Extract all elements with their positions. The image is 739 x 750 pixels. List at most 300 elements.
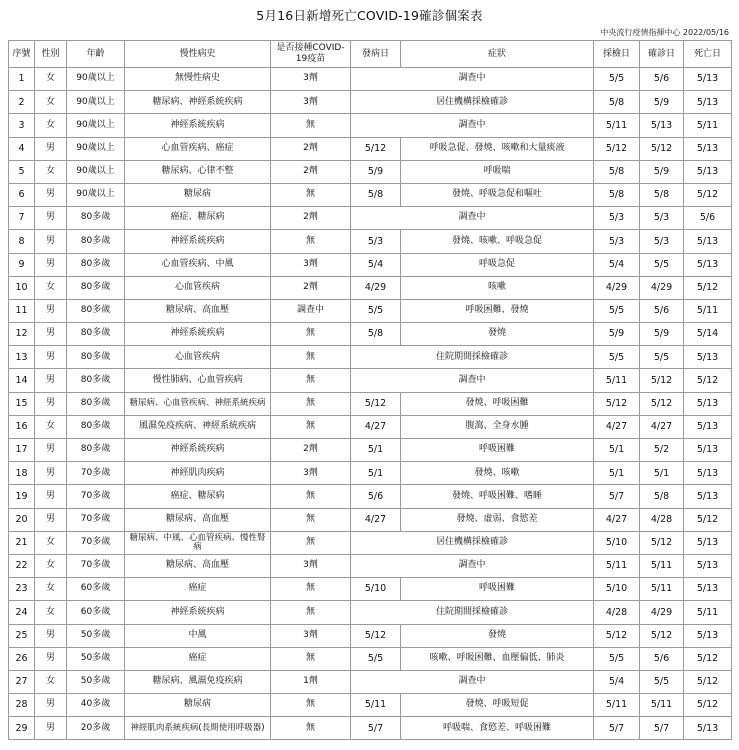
cell-vaccine: 無 [271, 369, 351, 392]
cell-age: 40多歲 [67, 694, 125, 717]
cell-age: 80多歲 [67, 439, 125, 462]
cell-sex: 男 [35, 137, 67, 160]
cell-symptoms: 咳嗽 [401, 276, 594, 299]
cell-death: 5/13 [684, 160, 732, 183]
table-row [9, 68, 732, 91]
table-row [9, 299, 732, 322]
cell-confirm: 5/13 [640, 114, 684, 137]
cell-confirm: 5/2 [640, 439, 684, 462]
cell-no: 13 [9, 346, 35, 369]
cell-onset: 5/9 [351, 160, 401, 183]
table-row [9, 369, 732, 392]
cell-death: 5/11 [684, 114, 732, 137]
cell-chronic: 神經肌肉系統疾病(長期使用呼吸器) [125, 717, 271, 740]
cell-no: 18 [9, 462, 35, 485]
cell-sex: 男 [35, 392, 67, 415]
cell-confirm: 5/5 [640, 346, 684, 369]
case-table [8, 40, 732, 740]
cell-sex: 男 [35, 323, 67, 346]
cell-confirm: 5/11 [640, 694, 684, 717]
cell-no: 11 [9, 299, 35, 322]
cell-confirm: 4/29 [640, 601, 684, 624]
cell-symptoms: 腹瀉、全身水腫 [401, 415, 594, 438]
table-row [9, 624, 732, 647]
cell-chronic: 糖尿病、心律不整 [125, 160, 271, 183]
cell-age: 90歲以上 [67, 137, 125, 160]
cell-confirm: 4/27 [640, 415, 684, 438]
cell-chronic: 心血管疾病 [125, 346, 271, 369]
cell-no: 14 [9, 369, 35, 392]
cell-vaccine: 調查中 [271, 299, 351, 322]
cell-death: 5/14 [684, 323, 732, 346]
cell-vaccine: 無 [271, 114, 351, 137]
cell-chronic: 糖尿病、神經系統疾病 [125, 91, 271, 114]
cell-no: 28 [9, 694, 35, 717]
cell-vaccine: 3劑 [271, 91, 351, 114]
cell-vaccine: 無 [271, 392, 351, 415]
cell-death: 5/12 [684, 647, 732, 670]
cell-no: 9 [9, 253, 35, 276]
cell-test: 5/5 [594, 299, 640, 322]
cell-onset: 5/12 [351, 392, 401, 415]
cell-confirm: 5/3 [640, 230, 684, 253]
cell-no: 21 [9, 531, 35, 554]
cell-sex: 男 [35, 207, 67, 230]
table-row [9, 323, 732, 346]
cell-age: 80多歲 [67, 276, 125, 299]
cell-confirm: 5/12 [640, 369, 684, 392]
cell-death: 5/12 [684, 694, 732, 717]
cell-no: 27 [9, 670, 35, 693]
cell-onset: 5/4 [351, 253, 401, 276]
cell-age: 80多歲 [67, 346, 125, 369]
cell-symptoms: 住院期間採檢確診 [351, 601, 594, 624]
cell-no: 26 [9, 647, 35, 670]
cell-confirm: 5/7 [640, 717, 684, 740]
cell-confirm: 4/28 [640, 508, 684, 531]
cell-no: 4 [9, 137, 35, 160]
cell-symptoms: 發燒 [401, 323, 594, 346]
cell-age: 70多歲 [67, 508, 125, 531]
cell-chronic: 糖尿病 [125, 183, 271, 206]
header-age: 年齡 [67, 41, 125, 68]
cell-symptoms: 發燒、咳嗽 [401, 462, 594, 485]
cell-death: 5/11 [684, 299, 732, 322]
cell-no: 16 [9, 415, 35, 438]
cell-confirm: 5/3 [640, 207, 684, 230]
cell-sex: 女 [35, 415, 67, 438]
cell-onset: 5/12 [351, 137, 401, 160]
cell-test: 5/10 [594, 578, 640, 601]
cell-death: 5/13 [684, 68, 732, 91]
cell-confirm: 5/6 [640, 647, 684, 670]
cell-no: 7 [9, 207, 35, 230]
cell-chronic: 風濕免疫疾病、神經系統疾病 [125, 415, 271, 438]
cell-confirm: 5/1 [640, 462, 684, 485]
header-vaccine: 是否接種COVID-19疫苗 [271, 41, 351, 68]
cell-no: 1 [9, 68, 35, 91]
cell-vaccine: 1劑 [271, 670, 351, 693]
cell-confirm: 5/11 [640, 554, 684, 577]
cell-no: 8 [9, 230, 35, 253]
cell-test: 4/27 [594, 415, 640, 438]
cell-no: 19 [9, 485, 35, 508]
cell-age: 50多歲 [67, 624, 125, 647]
cell-death: 5/13 [684, 346, 732, 369]
cell-death: 5/13 [684, 392, 732, 415]
cell-symptoms: 發燒、呼吸短促 [401, 694, 594, 717]
cell-death: 5/13 [684, 462, 732, 485]
cell-symptoms: 居住機構採檢確診 [351, 91, 594, 114]
cell-chronic: 神經肌肉疾病 [125, 462, 271, 485]
cell-death: 5/13 [684, 485, 732, 508]
cell-vaccine: 無 [271, 647, 351, 670]
cell-age: 80多歲 [67, 253, 125, 276]
cell-test: 5/11 [594, 554, 640, 577]
cell-sex: 女 [35, 91, 67, 114]
cell-onset: 5/5 [351, 647, 401, 670]
header-symptoms: 症狀 [401, 41, 594, 68]
cell-chronic: 糖尿病、高血壓 [125, 508, 271, 531]
cell-no: 6 [9, 183, 35, 206]
cell-age: 80多歲 [67, 392, 125, 415]
cell-test: 5/9 [594, 323, 640, 346]
cell-sex: 女 [35, 114, 67, 137]
cell-test: 4/27 [594, 508, 640, 531]
cell-death: 5/13 [684, 624, 732, 647]
cell-symptoms: 發燒、虛弱、食慾差 [401, 508, 594, 531]
table-row [9, 554, 732, 577]
cell-chronic: 糖尿病、高血壓 [125, 554, 271, 577]
cell-age: 60多歲 [67, 601, 125, 624]
cell-death: 5/12 [684, 183, 732, 206]
cell-chronic: 糖尿病、心血管疾病、神經系統疾病 [125, 392, 271, 415]
table-row [9, 601, 732, 624]
cell-age: 70多歲 [67, 462, 125, 485]
cell-test: 5/12 [594, 137, 640, 160]
cell-sex: 男 [35, 694, 67, 717]
cell-symptoms: 發燒、咳嗽、呼吸急促 [401, 230, 594, 253]
table-row [9, 578, 732, 601]
cell-age: 80多歲 [67, 369, 125, 392]
cell-test: 4/28 [594, 601, 640, 624]
cell-death: 5/13 [684, 531, 732, 554]
cell-symptoms: 居住機構採檢確診 [351, 531, 594, 554]
cell-sex: 女 [35, 670, 67, 693]
cell-no: 20 [9, 508, 35, 531]
cell-death: 5/6 [684, 207, 732, 230]
header-sex: 性別 [35, 41, 67, 68]
cell-confirm: 5/12 [640, 531, 684, 554]
cell-death: 5/13 [684, 578, 732, 601]
cell-symptoms: 咳嗽、呼吸困難、血壓偏低、肺炎 [401, 647, 594, 670]
cell-symptoms: 發燒、呼吸困難、嗜睡 [401, 485, 594, 508]
cell-onset: 5/6 [351, 485, 401, 508]
table-row [9, 137, 732, 160]
cell-age: 50多歲 [67, 647, 125, 670]
cell-no: 25 [9, 624, 35, 647]
page-title: 5月16日新增死亡COVID-19確診個案表 [256, 8, 483, 23]
cell-symptoms: 發燒、呼吸急促和嘔吐 [401, 183, 594, 206]
cell-symptoms: 調查中 [351, 68, 594, 91]
cell-test: 5/5 [594, 346, 640, 369]
cell-age: 90歲以上 [67, 114, 125, 137]
cell-chronic: 糖尿病 [125, 694, 271, 717]
cell-chronic: 神經系統疾病 [125, 439, 271, 462]
cell-death: 5/12 [684, 508, 732, 531]
source-note: 中央流行疫情指揮中心 2022/05/16 [600, 28, 729, 37]
cell-vaccine: 3劑 [271, 624, 351, 647]
cell-no: 10 [9, 276, 35, 299]
cell-symptoms: 調查中 [351, 554, 594, 577]
cell-test: 5/5 [594, 647, 640, 670]
cell-test: 5/3 [594, 230, 640, 253]
cell-test: 5/10 [594, 531, 640, 554]
cell-age: 90歲以上 [67, 68, 125, 91]
cell-vaccine: 無 [271, 694, 351, 717]
header-no: 序號 [9, 41, 35, 68]
cell-confirm: 5/8 [640, 485, 684, 508]
cell-test: 5/5 [594, 68, 640, 91]
table-row [9, 183, 732, 206]
cell-no: 2 [9, 91, 35, 114]
cell-onset: 5/10 [351, 578, 401, 601]
cell-age: 70多歲 [67, 554, 125, 577]
cell-onset: 4/27 [351, 415, 401, 438]
cell-vaccine: 2劑 [271, 276, 351, 299]
cell-age: 80多歲 [67, 230, 125, 253]
cell-confirm: 5/12 [640, 137, 684, 160]
cell-symptoms: 發燒 [401, 624, 594, 647]
cell-age: 90歲以上 [67, 183, 125, 206]
cell-test: 5/11 [594, 694, 640, 717]
cell-test: 5/11 [594, 369, 640, 392]
cell-no: 3 [9, 114, 35, 137]
cell-chronic: 糖尿病、高血壓 [125, 299, 271, 322]
cell-chronic: 糖尿病、風濕免疫疾病 [125, 670, 271, 693]
cell-death: 5/13 [684, 230, 732, 253]
cell-age: 90歲以上 [67, 160, 125, 183]
cell-death: 5/13 [684, 439, 732, 462]
cell-symptoms: 調查中 [351, 207, 594, 230]
cell-chronic: 神經系統疾病 [125, 323, 271, 346]
cell-chronic: 癌症、糖尿病 [125, 485, 271, 508]
cell-test: 4/29 [594, 276, 640, 299]
cell-age: 80多歲 [67, 299, 125, 322]
table-row [9, 207, 732, 230]
cell-death: 5/12 [684, 369, 732, 392]
cell-sex: 女 [35, 531, 67, 554]
cell-onset: 5/5 [351, 299, 401, 322]
table-row [9, 670, 732, 693]
cell-sex: 男 [35, 508, 67, 531]
cell-age: 80多歲 [67, 207, 125, 230]
cell-symptoms: 調查中 [351, 114, 594, 137]
cell-onset: 5/8 [351, 183, 401, 206]
table-row [9, 694, 732, 717]
cell-confirm: 5/6 [640, 299, 684, 322]
cell-sex: 男 [35, 346, 67, 369]
cell-test: 5/4 [594, 670, 640, 693]
cell-sex: 男 [35, 230, 67, 253]
cell-age: 50多歲 [67, 670, 125, 693]
cell-chronic: 心血管疾病 [125, 276, 271, 299]
table-row [9, 485, 732, 508]
cell-test: 5/1 [594, 462, 640, 485]
cell-death: 5/13 [684, 137, 732, 160]
cell-sex: 男 [35, 439, 67, 462]
cell-vaccine: 3劑 [271, 253, 351, 276]
cell-confirm: 5/8 [640, 183, 684, 206]
cell-symptoms: 住院期間採檢確診 [351, 346, 594, 369]
cell-confirm: 5/9 [640, 160, 684, 183]
table-row [9, 647, 732, 670]
cell-death: 5/13 [684, 91, 732, 114]
table-row [9, 531, 732, 554]
table-row [9, 508, 732, 531]
cell-sex: 女 [35, 554, 67, 577]
cell-no: 12 [9, 323, 35, 346]
cell-age: 70多歲 [67, 485, 125, 508]
cell-symptoms: 發燒、呼吸困難 [401, 392, 594, 415]
cell-chronic: 神經系統疾病 [125, 114, 271, 137]
cell-confirm: 5/11 [640, 578, 684, 601]
cell-vaccine: 2劑 [271, 137, 351, 160]
cell-chronic: 糖尿病、中風、心血管疾病、慢性腎病 [125, 531, 271, 554]
cell-no: 17 [9, 439, 35, 462]
cell-vaccine: 無 [271, 531, 351, 554]
cell-age: 90歲以上 [67, 91, 125, 114]
cell-chronic: 癌症、糖尿病 [125, 207, 271, 230]
table-row [9, 114, 732, 137]
cell-onset: 5/8 [351, 323, 401, 346]
cell-vaccine: 無 [271, 578, 351, 601]
header-onset: 發病日 [351, 41, 401, 68]
cell-confirm: 4/29 [640, 276, 684, 299]
cell-sex: 男 [35, 299, 67, 322]
cell-death: 5/13 [684, 415, 732, 438]
cell-symptoms: 調查中 [351, 369, 594, 392]
header-confirm: 確診日 [640, 41, 684, 68]
cell-sex: 男 [35, 624, 67, 647]
cell-chronic: 中風 [125, 624, 271, 647]
cell-symptoms: 呼吸喘、食慾差、呼吸困難 [401, 717, 594, 740]
cell-vaccine: 無 [271, 230, 351, 253]
cell-onset: 5/1 [351, 439, 401, 462]
cell-test: 5/4 [594, 253, 640, 276]
header-chronic: 慢性病史 [125, 41, 271, 68]
cell-sex: 男 [35, 369, 67, 392]
cell-test: 5/7 [594, 717, 640, 740]
table-row [9, 276, 732, 299]
cell-age: 70多歲 [67, 531, 125, 554]
table-row [9, 91, 732, 114]
cell-vaccine: 無 [271, 323, 351, 346]
cell-death: 5/11 [684, 601, 732, 624]
cell-test: 5/12 [594, 624, 640, 647]
cell-vaccine: 無 [271, 183, 351, 206]
cell-chronic: 無慢性病史 [125, 68, 271, 91]
cell-death: 5/12 [684, 276, 732, 299]
cell-confirm: 5/9 [640, 323, 684, 346]
cell-onset: 5/12 [351, 624, 401, 647]
cell-no: 22 [9, 554, 35, 577]
cell-death: 5/13 [684, 554, 732, 577]
cell-symptoms: 呼吸困難、發燒 [401, 299, 594, 322]
cell-test: 5/12 [594, 392, 640, 415]
cell-onset: 5/3 [351, 230, 401, 253]
cell-sex: 女 [35, 276, 67, 299]
table-row [9, 439, 732, 462]
cell-symptoms: 調查中 [351, 670, 594, 693]
cell-chronic: 心血管疾病、中風 [125, 253, 271, 276]
cell-vaccine: 無 [271, 485, 351, 508]
table-body [9, 68, 732, 740]
cell-confirm: 5/6 [640, 68, 684, 91]
cell-test: 5/1 [594, 439, 640, 462]
cell-death: 5/13 [684, 253, 732, 276]
cell-age: 80多歲 [67, 415, 125, 438]
cell-test: 5/7 [594, 485, 640, 508]
header-death: 死亡日 [684, 41, 732, 68]
cell-sex: 女 [35, 160, 67, 183]
cell-confirm: 5/5 [640, 670, 684, 693]
cell-test: 5/8 [594, 160, 640, 183]
cell-no: 24 [9, 601, 35, 624]
cell-onset: 4/29 [351, 276, 401, 299]
cell-onset: 4/27 [351, 508, 401, 531]
table-row [9, 230, 732, 253]
table-row [9, 392, 732, 415]
cell-confirm: 5/12 [640, 392, 684, 415]
cell-sex: 男 [35, 485, 67, 508]
cell-symptoms: 呼吸困難 [401, 439, 594, 462]
cell-confirm: 5/9 [640, 91, 684, 114]
cell-sex: 女 [35, 601, 67, 624]
cell-test: 5/8 [594, 183, 640, 206]
table-header-row [9, 41, 732, 68]
cell-chronic: 癌症 [125, 578, 271, 601]
cell-vaccine: 2劑 [271, 160, 351, 183]
cell-no: 23 [9, 578, 35, 601]
cell-vaccine: 無 [271, 508, 351, 531]
cell-no: 15 [9, 392, 35, 415]
header-test: 採檢日 [594, 41, 640, 68]
cell-vaccine: 2劑 [271, 207, 351, 230]
cell-sex: 男 [35, 462, 67, 485]
table-row [9, 462, 732, 485]
cell-chronic: 癌症 [125, 647, 271, 670]
cell-confirm: 5/5 [640, 253, 684, 276]
cell-no: 5 [9, 160, 35, 183]
cell-age: 60多歲 [67, 578, 125, 601]
cell-sex: 女 [35, 68, 67, 91]
cell-test: 5/11 [594, 114, 640, 137]
cell-sex: 男 [35, 717, 67, 740]
cell-confirm: 5/12 [640, 624, 684, 647]
cell-chronic: 慢性肺病、心血管疾病 [125, 369, 271, 392]
cell-test: 5/3 [594, 207, 640, 230]
table-row [9, 346, 732, 369]
cell-chronic: 心血管疾病、癌症 [125, 137, 271, 160]
cell-age: 20多歲 [67, 717, 125, 740]
cell-symptoms: 呼吸急促 [401, 253, 594, 276]
cell-onset: 5/11 [351, 694, 401, 717]
cell-age: 80多歲 [67, 323, 125, 346]
cell-vaccine: 無 [271, 415, 351, 438]
cell-onset: 5/1 [351, 462, 401, 485]
cell-test: 5/8 [594, 91, 640, 114]
